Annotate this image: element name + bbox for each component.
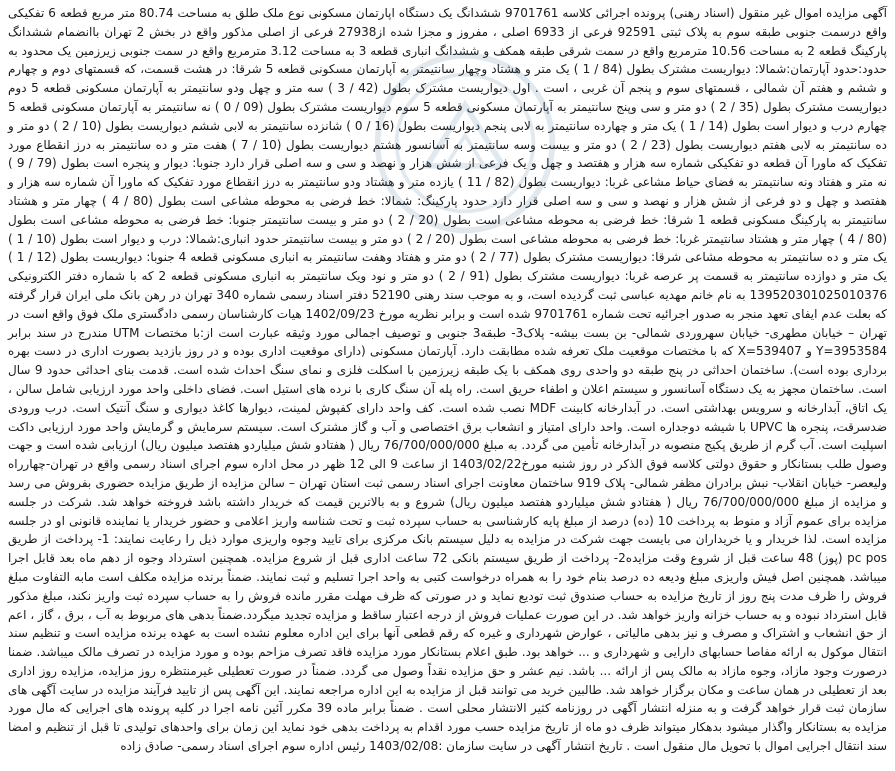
notice-body-text: آگهی مزایده اموال غیر منقول (اسناد رهنی) پرونده اجرائی کلاسه 9701761 ششدانگ یک دستگاه اپارتمان مسکونی نوع ملک طلق به مساحت 80.74 متر مربع قطعه 6 تفکیکی واقع درسمت جنوبی طبقه سوم به پلاک ثبتی 92591 فرعی از 6933 اصلی ، مفروز و مجزا شده از27938 فرعی از اصلی مذکور واقع در بخش 2 تهران باانضمام ششدانگ پارکینگ قطعه 2 به مساحت 10.56 مترمربع واقع در سمت شرقی طبقه همکف و ششدانگ انباری قطعه 3 به مساحت 3.12 مترمربع واقع در سمت جنوبی زیرزمین یک محدود به حدود:حدود آپارتمان:شمالا: دیواریست مشترک بطول (84 / 1 ) یک متر و هشتاد وچهار سانتیمتر به آپارتمان مسکونی قطعه 5 شرقا: در هشت قسمت، که قسمتهای دوم و چهارم و ششم و هفتم آن شمالی ، قسمتهای سوم و پنجم آن غربی ، است . اول دیواریست مشترک بطول (42 / 3 ) سه متر و چهل ودو سانتیمتر به آپارتمان مسکونی قطعه 5 دوم دیواریست مشترک بطول (35 / 2 ) دو متر و سی وپنج سانتیمتر به آپارتمان مسکونی قطعه 5 سوم دیواریست مشترک بطول (09 / 0 ) نه سانتیمتر به آپارتمان مسکونی قطعه 5 چهارم درب و دیوار است بطول (14 / 1 ) یک متر و چهارده سانتیمتر به لابی پنجم دیواریست بطول (16 / 0 ) شانزده سانتیمتر به لابی ششم دیواریست بطول (10 / 2 ) دو متر و ده سانتیمتر به لابی هفتم دیواریست بطول (23 / 2 ) دو متر و بیست وسه سانتیمتر به آسانسور هشتم دیواریست بطول (10 / 7 ) هفت متر و ده سانتیمتر به درز انقطاع مورد تفکیک که ماورا آن قطعه دو تفکیکی شماره سه هزار و هفتصد و چهل و یک فرعی از شش هزار و نهصد و سی و سه اصلی قرار دارد جنوبا: دیوار و پنجره است بطول (79 / 9 ) نه متر و هفتاد ونه سانتیمتر به فضای حیاط مشاعی غربا: دیواریست بطول (82 / 11 ) یازده متر و هشتاد ودو سانتیمتر به درز انقطاع مورد تفکیک که ماورا آن شماره سه هزار و هفتصد و چهل و دو فرعی از شش هزار و نهصد و سی و سه اصلی قرار دارد حدود پارکینگ: شمالا: خط فرضی به محوطه مشاعی است بطول (80 / 4 ) چهار متر و هشتاد سانتیمتر به پارکینگ مسکونی قطعه 1 شرقا: خط فرضی به محوطه مشاعی است بطول (20 / 2 ) دو متر و بیست سانتیمتر جنوبا: خط فرضی به محوطه مشاعی است بطول (80 / 4 ) چهار متر و هشتاد سانتیمتر غربا: خط فرضی به محوطه مشاعی است بطول (20 / 2 ) دو متر و بیست سانتیمتر حدود انباری:شمالا: درب و دیوار است بطول (10 / 1 ) یک متر و ده سانتیمتر به محوطه مشاعی شرقا: دیواریست مشترک بطول (77 / 2 ) دو متر و هفتاد وهفت سانتیمتر به انباری مسکونی قطعه 4 جنوبا: دیواریست بطول (12 / 1 ) یک متر و دوازده سانتیمتر به قسمت پر عرصه غربا: دیواریست مشترک بطول (91 / 2 ) دو متر و نود ویک سانتیمتر به انباری مسکونی قطعه 2 که با شماره دفتر الکترونیکی 139520301025010376 به نام خانم مهدیه عباسی ثبت گردیده است، و به موجب سند رهنی 52190 دفتر اسناد رسمی شماره 340 تهران در رهن بانک ملی ایران قرار گرفته که بعلت عدم ایفای تعهد منجر به صدور اجرائیه تحت شماره 9701761 شده است و برابر نظریه مورخ 1402/09/23 هیات کارشناسان رسمی دادگستری ملک فوق واقع است در تهران – خیابان مطهری- خیابان سهروردی شمالی- بن بست بیشه- پلاک3- طبقه3 جنوبی و توصیف اجمالی مورد وثیقه عبارت است از:با مختصات UTM مندرج در سند برابر Y=3953584 و X=539407 که با مختصات موقعیت ملک تعرفه شده مطابقت دارد. آپارتمان مسکونی (دارای موقعیت اداری بوده و در روز بازدید بصورت اداری در دست بهره برداری بوده است). ساختمان احداثی در پنج طبقه دو واحدی روی همکف با یک طبقه زیرزمین با اسکلت فلزی و نمای سنگ احداث شده است. قدمت بنای احداثی حدود 9 سال است. ساختمان مجهز به یک دستگاه آسانسور و سیستم اعلان و اطفاء حریق است. راه پله آن سنگ کاری با نرده های استیل است. فضای داخلی واحد مورد ارزیابی شامل سالن ، یک اتاق، آبدارخانه و سرویس بهداشتی است. در آبدارخانه کابینت MDF نصب شده است. کف واحد دارای کفپوش لمینت، دیوارها کاغذ دیواری و سنگ آنتیک است. درب ورودی ضدسرقت، پنجره ها UPVC با شیشه دوجداره است. واحد دارای امتیاز و انشعاب برق اختصاصی و آب و گاز مشترک است. سیستم سرمایش و گرمایش واحد مورد ارزیابی داکت اسپلیت است. آب گرم از طریق پکیج منصوبه در آبدارخانه تأمین می گردد. به مبلغ 76/700/000/000 ریال ( هفتادو شش میلیاردو هفتصد میلیون ریال) ارزیابی شده است و جهت وصول طلب بستانکار و حقوق دولتی کلاسه فوق الذکر در روز شنبه مورخ1403/02/22 از ساعت 9 الی 12 ظهر در محل اداره سوم اجرای اسناد رسمی واقع در تهران-چهارراه ولیعصر- خیابان انقلاب- نبش برادران مظفر شمالی- پلاک 919 ساختمان معاونت اجرای اسناد رسمی ثبت استان تهران – سالن مزایده از طریق مزایده حضوری بفروش می رسد و مزایده از مبلغ 76/700/000/000 ریال ( هفتادو شش میلیاردو هفتصد میلیون ریال) شروع و به بالاترین قیمت که خریدار داشته باشد فروخته خواهد شد. شرکت در جلسه مزایده برای عموم آزاد و منوط به پرداخت 10 (ده) درصد از مبلغ پایه کارشناسی به حساب سپرده ثبت و تحت شناسه واریز اعلامی و حضور خریدار یا نماینده قانونی او در جلسه مزایده است. لذا خریدار و یا خریداران می بایست جهت شرکت در مزایده به دلیل سیستم بانک مرکزی برای تایید وجوه واریزی موارد ذیل را رعایت نمایند: 1- پرداخت از طریق pc pos (پوز) 48 ساعت قبل از شروع وقت مزایده2- پرداخت از طریق سیستم بانکی 72 ساعت اداری قبل از شروع مزایده. همچنین استرداد وجوه از دهم ماه بعد قابل اجرا میباشد. همچنین اصل فیش واریزی مبلغ ودیعه ده درصد بنام خود را به همراه درخواست کتبی به واحد اجرا تسلیم و ثبت نمایند. ضمناً برنده مزایده مکلف است مابه التفاوت مبلغ فروش را ظرف مدت پنج روز از تاریخ مزایده به حساب صندوق ثبت تودیع نماید و در صورتی که ظرف مهلت مقرر مانده فروش را به حساب سپرده ثبت واریز نکند، مبلغ مذکور قابل استرداد نبوده و به حساب خزانه واریز خواهد شد. در این صورت عملیات فروش از درجه اعتبار ساقط و مزایده تجدید میگردد.ضمناً بدهی های مربوط به آب ، برق ، گاز ، اعم از حق انشعاب و اشتراک و مصرف و نیز بدهی مالیاتی ، عوارض شهرداری و غیره که رقم قطعی آنها برای این اداره معلوم نشده است به عهده برنده مزایده است و تنظیم سند انتقال موکول به ارائه مفاصا حسابهای دارایی و شهرداری و ... خواهد بود. طبق اعلام بستانکار مورد مزایده فاقد تصرف مزاحم بوده و مورد مزایده در تصرف مالک میباشد. ضمنا درصورت وجود مازاد، وجوه مازاد به مالک پس از ارائه ... باشد. نیم عشر و حق مزایده نقداً وصول می گردد. ضمناً در صورت تعطیلی غیرمنتظره روز مزایده، مزایده روز اداری بعد از تعطیلی در همان ساعت و مکان برگزار خواهد شد. طالبین خرید می توانند قبل از مزایده به این اداره مراجعه نمایند. این آگهی پس از تایید فرآیند مزایده در سایت آگهی های سازمان ثبت قرار خواهد گرفت و به منزله انتشار آگهی در روزنامه کثیر الانتشار محلی است . ضمناً برابر ماده 39 مکرر آئین نامه اجرا در کلیه پرونده های اجرایی که مال مورد مزایده به بستانکار واگذار میشود بدهکار میتواند ظرف دو ماه از تاریخ مزایده حسب مورد اقدام به پرداخت بدهی خود نماید این زمان برای واحدهای تولیدی تا قبل از تنظیم و امضا سند انتقال اجرایی اموال با تحویل مال منقول است . تاریخ انتشار آگهی در سایت سازمان :1403/02/08 رئیس اداره سوم اجرای اسناد رسمی- صادق زاده (8, 6, 888, 754)
